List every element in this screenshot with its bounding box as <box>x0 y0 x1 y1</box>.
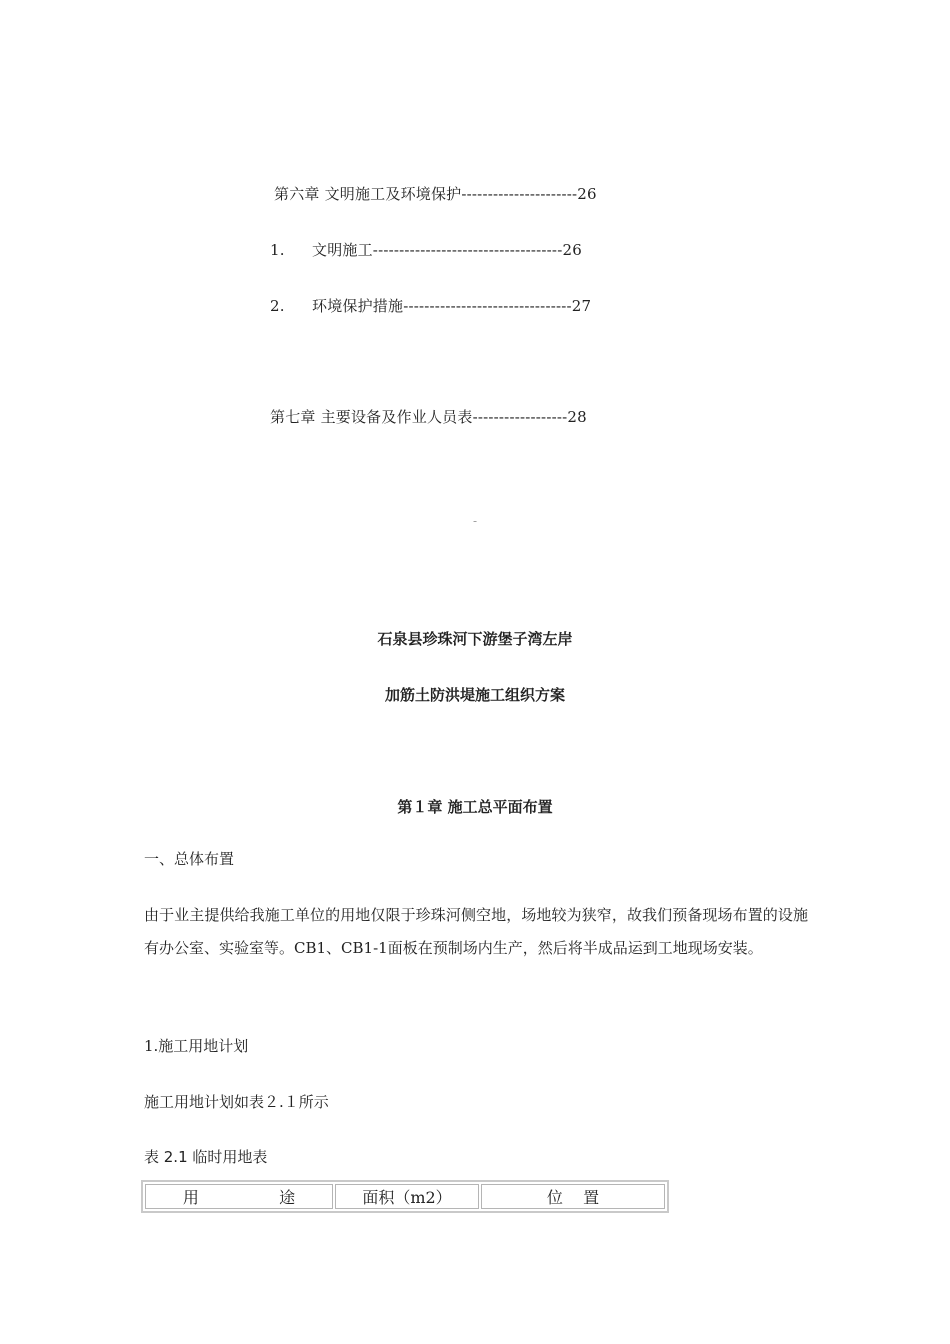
page-separator: - <box>472 514 478 528</box>
document-title-line1: 石泉县珍珠河下游堡子湾左岸 <box>377 630 573 648</box>
toc-entry-civilized-construction[interactable] <box>270 239 582 260</box>
toc-entry-text: 第七章 主要设备及作业人员表------------------28 <box>270 408 587 426</box>
toc-entry-number: 1. <box>270 241 285 259</box>
header-position: 位 置 <box>481 1184 665 1209</box>
toc-entry-chapter7[interactable] <box>270 406 587 427</box>
temporary-land-table <box>141 1180 669 1213</box>
header-use <box>145 1184 333 1209</box>
toc-entry-text: 环境保护措施--------------------------------27 <box>312 297 592 315</box>
toc-entry-number: 2. <box>270 297 285 315</box>
toc-entry-chapter6[interactable] <box>274 183 597 204</box>
header-area: 面积（m2） <box>335 1184 479 1209</box>
subsection-text: 施工用地计划如表２.１所示 <box>144 1093 329 1111</box>
header-use-char2: 途 <box>279 1188 296 1207</box>
toc-entry-text: 文明施工------------------------------------26 <box>312 241 582 259</box>
document-title-line2: 加筋土防洪堤施工组织方案 <box>384 686 565 704</box>
body-paragraph: 由于业主提供给我施工单位的用地仅限于珍珠河侧空地，场地较为狭窄，故我们预备现场布置的设施有办公室、实验室等。CB1、CB1-1面板在预制场内生产，然后将半成品运到工地现场安装。 <box>144 906 808 957</box>
chapter-heading: 第１章 施工总平面布置 <box>397 798 553 816</box>
section-heading: 一、总体布置 <box>144 850 235 868</box>
table-caption: 表 2.1 临时用地表 <box>144 1148 268 1166</box>
table-header-row <box>145 1184 665 1209</box>
subsection-heading: 1.施工用地计划 <box>144 1037 249 1055</box>
toc-entry-environment-protection[interactable] <box>270 295 591 316</box>
header-use-char1: 用 <box>182 1188 199 1207</box>
toc-entry-text: 第六章 文明施工及环境保护----------------------26 <box>274 185 597 203</box>
